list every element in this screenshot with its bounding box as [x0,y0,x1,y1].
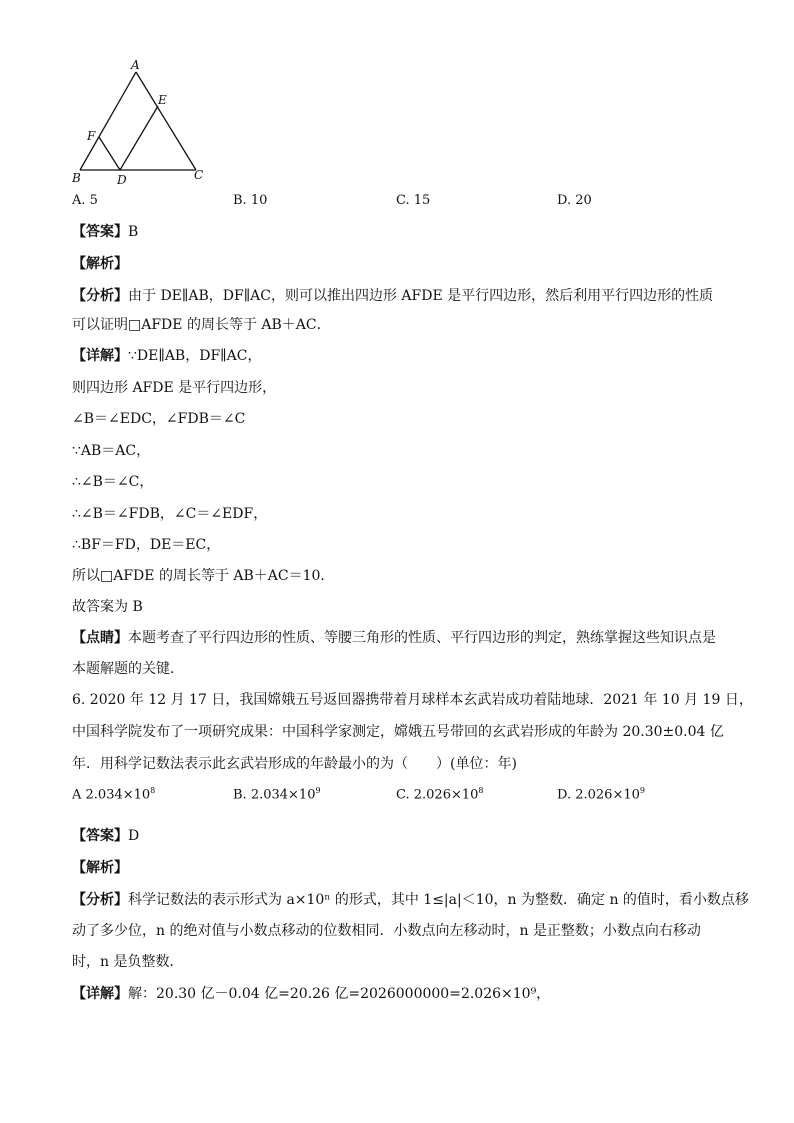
q5-dianjing-line-2: 本题解题的关键． [72,661,184,677]
q6-analysis-tag: 【解析】 [72,860,128,876]
q5-detail-line-9: 故答案为 B [72,599,143,615]
q6-option-a: A $2.034\times 10^8$ [72,786,156,803]
q6-stem-line-1: 6. 2020 年 12 月 17 日，我国嫦娥五号返回器携带着月球样本玄武岩成功着陆地球．2021 年 10 月 19 日， [72,692,753,708]
detail-text: ∵DE∥AB，DF∥AC， [128,348,262,364]
q5-option-a: A. 5 [72,193,98,208]
label-E: E [158,93,167,107]
q5-option-c: C. 15 [396,193,431,208]
segment-DE [120,106,158,170]
fenxi-text: 由于 DE∥AB，DF∥AC，则可以推出四边形 AFDE 是平行四边形，然后利用平行四边形的性质 [128,288,714,304]
q6-detail-line-1 [72,984,550,1004]
detail-tag: 【详解】 [72,986,128,1002]
answer-tag: 【答案】 [72,828,128,844]
segment-FD [99,137,120,170]
q6-fenxi-line-2: 动了多少位，n 的绝对值与小数点移动的位数相同．小数点向左移动时，n 是正整数；小数点向右移动 [72,923,701,939]
label-D: D [117,173,127,187]
q6-option-d: D. $2.026\times 10^9$ [557,786,645,803]
segment-AB [80,72,136,170]
answer-value: B [128,224,139,240]
q5-detail-line-6: ∴∠B＝∠FDB，∠C＝∠EDF， [72,506,268,522]
q5-fenxi-line-2: 可以证明□AFDE 的周长等于 AB＋AC． [72,317,331,333]
fenxi-tag: 【分析】 [72,288,128,304]
q5-option-d: D. 20 [557,193,592,208]
q6-stem-line-3: 年．用科学记数法表示此玄武岩形成的年龄最小的为（ ）(单位：年) [72,756,517,772]
q5-dianjing-line-1 [72,628,716,648]
dianjing-text: 本题考查了平行四边形的性质、等腰三角形的性质、平行四边形的判定，熟练掌握这些知识点是 [128,630,716,646]
q5-detail-line-4: ∵AB＝AC， [72,443,151,459]
q6-fenxi-line-3: 时，n 是负整数． [72,954,184,970]
q5-detail-line-7: ∴BF＝FD，DE＝EC， [72,537,221,553]
label-F: F [87,129,96,143]
q5-detail-line-1 [72,346,261,366]
q5-fenxi-line-1 [72,286,713,306]
label-B: B [72,171,81,185]
label-A: A [131,58,140,72]
answer-tag: 【答案】 [72,224,128,240]
q5-option-b: B. 10 [233,193,268,208]
triangle-figure [0,0,794,200]
q5-detail-line-8: 所以□AFDE 的周长等于 AB＋AC＝10． [72,568,335,584]
detail-tag: 【详解】 [72,348,128,364]
q6-option-c: C. $2.026\times 10^8$ [396,786,484,803]
q5-analysis-tag: 【解析】 [72,256,128,272]
answer-value: D [128,828,140,844]
q6-stem-line-2: 中国科学院发布了一项研究成果：中国科学家测定，嫦娥五号带回的玄武岩形成的年龄为 20.30±0.04 亿 [72,724,724,740]
dianjing-tag: 【点睛】 [72,630,128,646]
label-C: C [194,168,204,182]
q6-option-b: B. $2.034\times 10^9$ [233,786,321,803]
fenxi-text: 科学记数法的表示形式为 a×10ⁿ 的形式，其中 1≤|a|＜10，n 为整数．确定 n 的值时，看小数点移 [128,892,749,908]
q5-detail-line-3: ∠B＝∠EDC，∠FDB＝∠C [72,411,246,427]
detail-text: 解：20.30 亿－0.04 亿=20.26 亿=2026000000=2.026×10⁹， [128,986,551,1002]
q5-detail-line-2: 则四边形 AFDE 是平行四边形， [72,380,277,396]
segment-AC [136,72,196,170]
q6-answer-line [72,826,139,846]
fenxi-tag: 【分析】 [72,892,128,908]
q6-fenxi-line-1 [72,890,749,910]
q5-detail-line-5: ∴∠B＝∠C， [72,474,154,490]
q5-answer-line [72,222,138,242]
